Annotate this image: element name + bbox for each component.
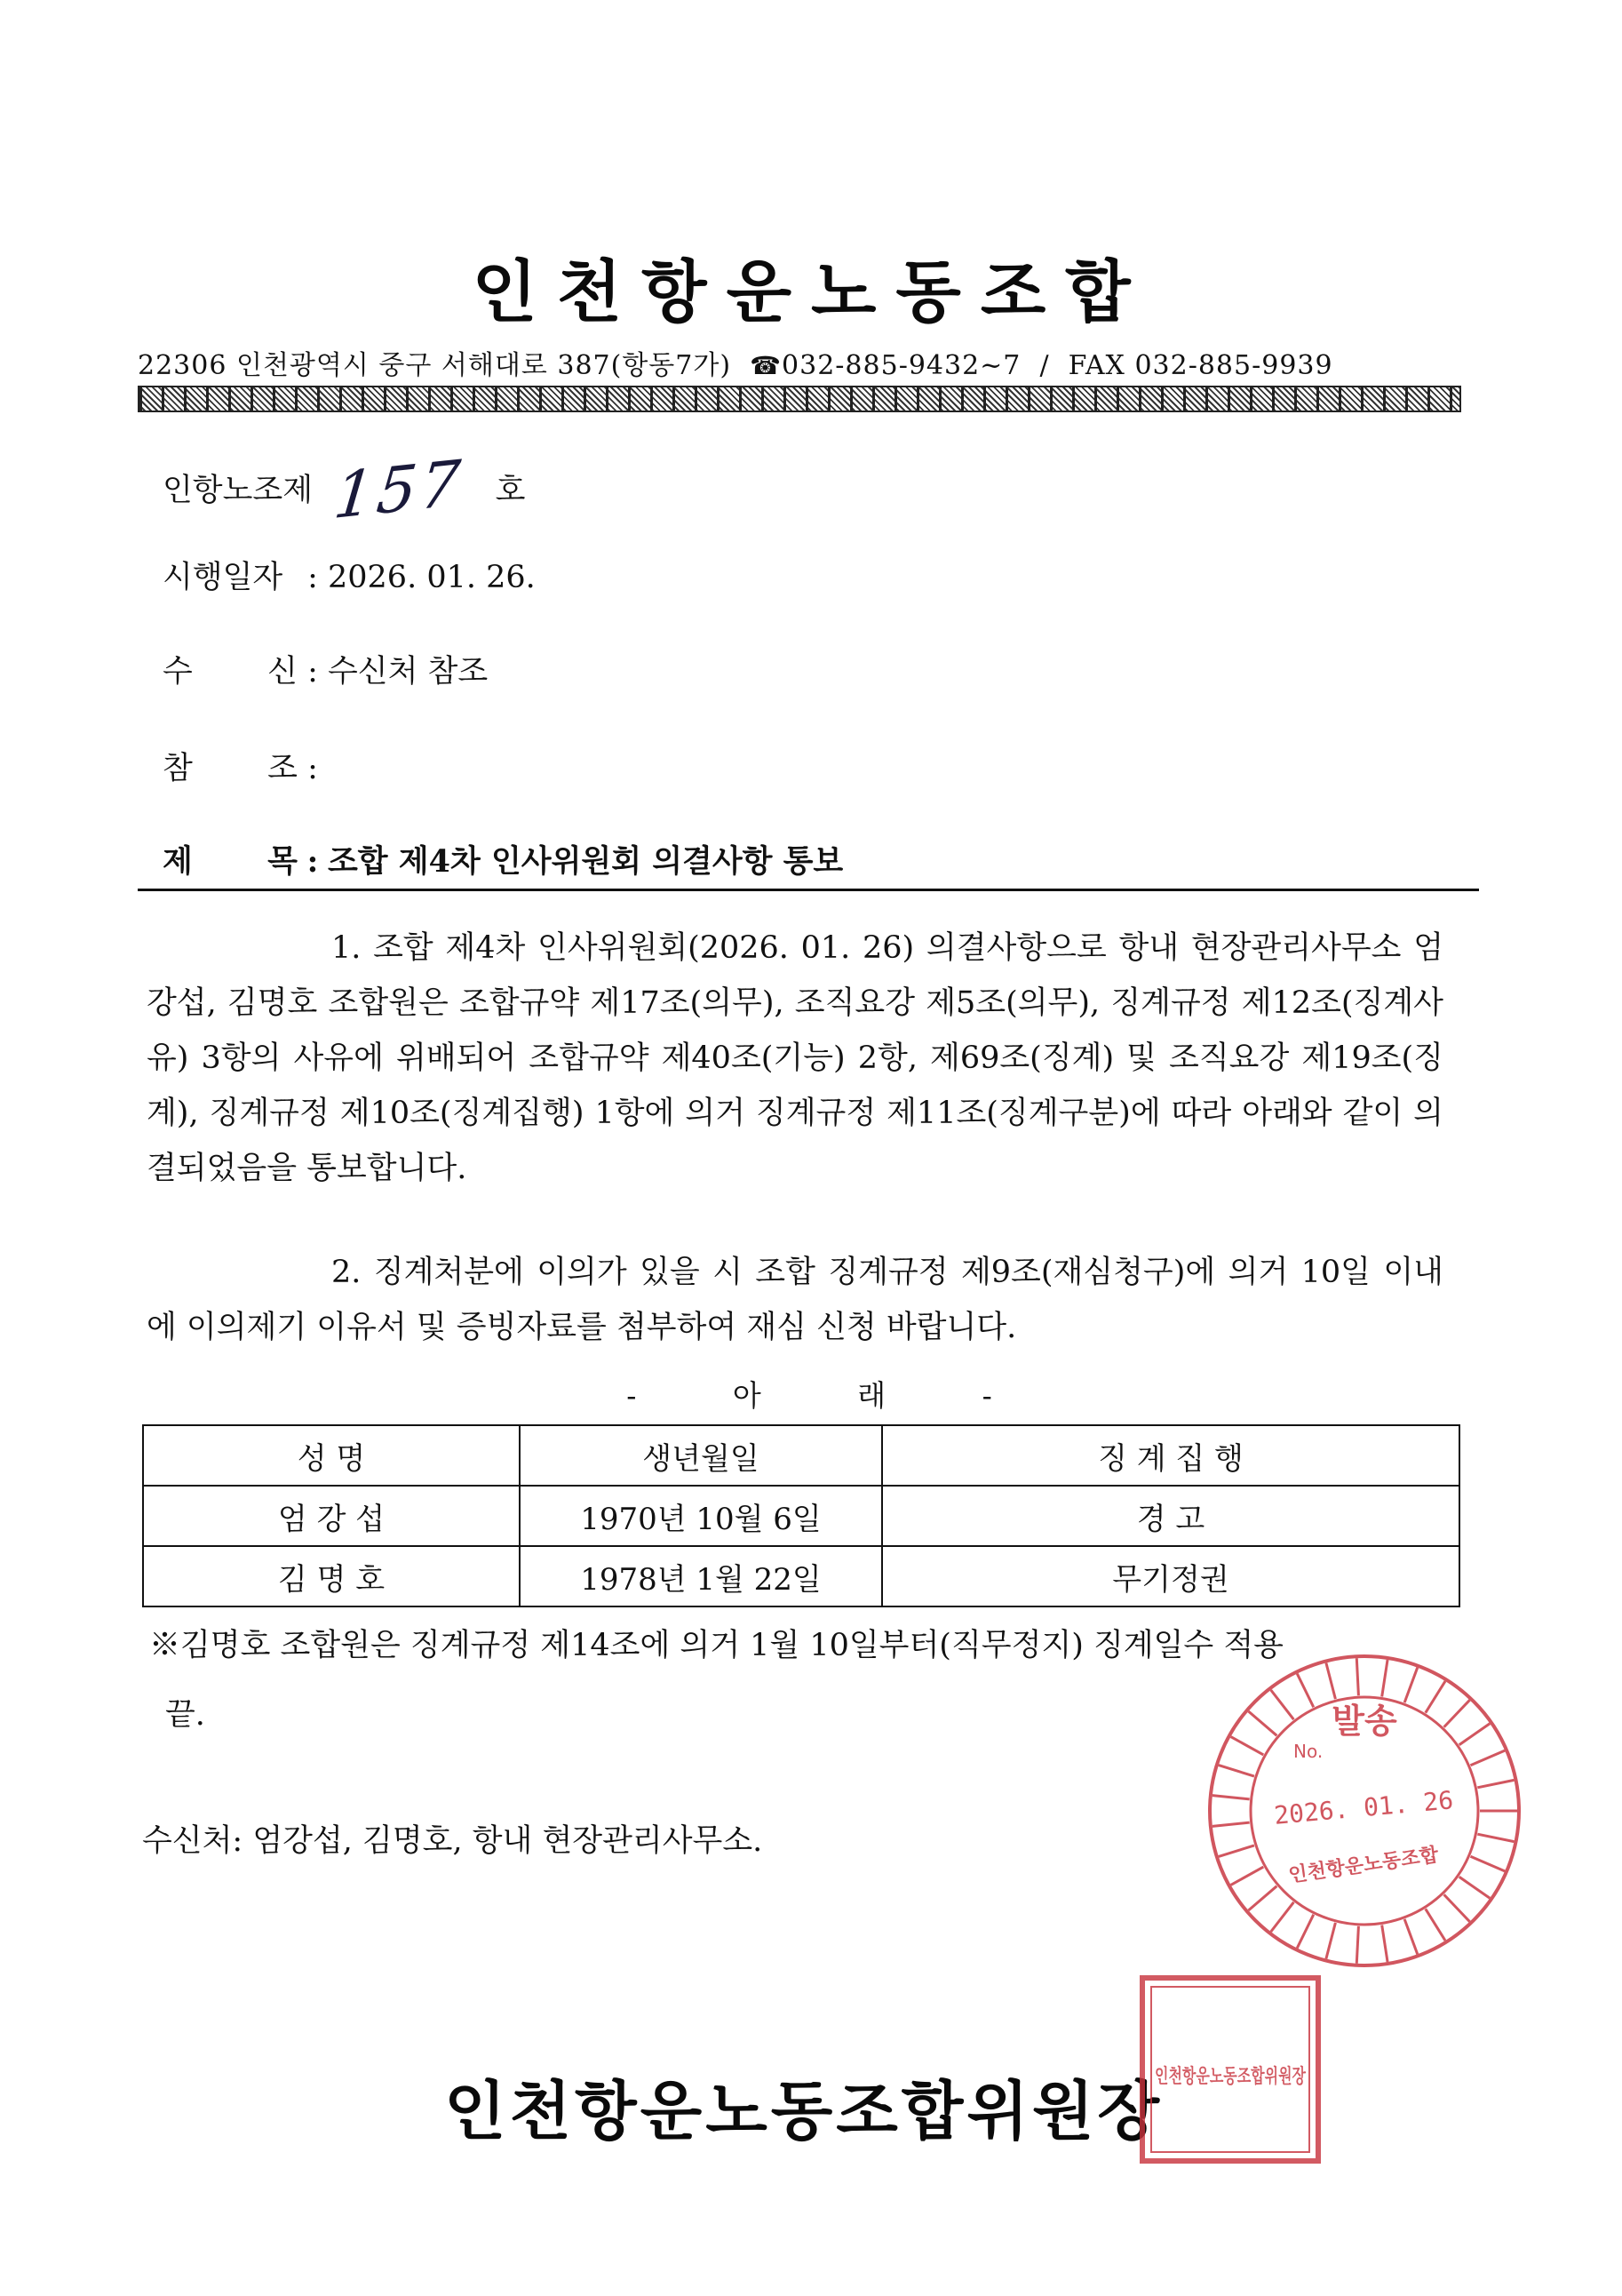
table-cell: 무기정권 — [882, 1546, 1459, 1606]
org-title: 인천항운노동조합 — [472, 252, 1150, 331]
recipient-value: 수신처 참조 — [328, 654, 489, 690]
table-header: 생년월일 — [520, 1425, 882, 1486]
stamp-tick — [1426, 1681, 1445, 1713]
stamp-no-label: No. — [1293, 1741, 1324, 1762]
stamp-tick — [1231, 1737, 1264, 1755]
stamp-tick — [1382, 1660, 1387, 1697]
stamp-tick — [1356, 1926, 1358, 1964]
body-paragraph-2: 2. 징계처분에 이의가 있을 시 조합 징계규정 제9조(재심청구)에 의거 10일 이내에 이의제기 이유서 및 증빙자료를 첨부하여 재심 신청 바랍니다. — [147, 1255, 1443, 1345]
stamp-tick — [1477, 1834, 1514, 1841]
issue-date-label: 시행일자 — [163, 560, 283, 595]
subject-divider — [138, 889, 1479, 891]
colon: : — [306, 843, 319, 880]
stamp-tick — [1470, 1750, 1505, 1766]
stamp-tick — [1213, 1796, 1250, 1799]
issue-date-value: 2026. 01. 26. — [328, 560, 536, 595]
address-line — [138, 343, 1461, 382]
handwritten-number: 157 — [330, 445, 467, 534]
table-header: 징 계 집 행 — [882, 1425, 1459, 1486]
official-seal — [1139, 1974, 1322, 2164]
stamp-tick — [1231, 1867, 1264, 1885]
stamp-tick — [1297, 1915, 1313, 1949]
reference-label: 참 조 — [163, 751, 298, 786]
phone-number: 032-885-9432~7 — [782, 350, 1022, 381]
stamp-tick — [1248, 1711, 1276, 1735]
stamp-tick — [1271, 1902, 1294, 1932]
subject-label: 제 목 — [163, 843, 298, 880]
stamp-tick — [1470, 1856, 1505, 1871]
recipients-list: 수신처: 엄강섭, 김명호, 항내 현장관리사무소. — [142, 1823, 763, 1859]
table-cell: 김 명 호 — [143, 1546, 520, 1606]
seal-text: 인천항운노동조합위원장 — [1155, 2065, 1307, 2088]
doc-number-suffix: 호 — [495, 473, 526, 508]
below-marker: - 아 래 - — [626, 1378, 996, 1413]
colon: : — [307, 751, 318, 786]
stamp-tick — [1444, 1700, 1470, 1726]
stamp-tick — [1404, 1919, 1418, 1954]
stamp-tick — [1477, 1780, 1514, 1787]
fax-number: FAX 032-885-9939 — [1068, 350, 1333, 381]
body-paragraph-1: 1. 조합 제4차 인사위원회(2026. 01. 26) 의결사항으로 항내 현장관리사무소 엄강섭, 김명호 조합원은 조합규약 제17조(의무), 조직요강 제5조(의무), 징계규정 제12조(징계사유) 3항의 사유에 위배되어 조합규약 제40조(기능) 2항, 제69조(징계) 및 조직요강 제19조(징계), 징계규정 제10조(징계집행) 1항에 의거 징계규정 제11조(징계구분)에 따라 아래와 같이 의결되었음을 통보합니다. — [147, 930, 1443, 1186]
table-row — [143, 1486, 1459, 1546]
stamp-tick — [1248, 1886, 1276, 1910]
recipient-label: 수 신 — [163, 654, 298, 690]
signature-title: 인천항운노동조합위원장 — [444, 2074, 1164, 2149]
end-mark: 끝. — [165, 1697, 205, 1733]
phone-icon: ☎ — [750, 351, 783, 380]
dispatch-stamp — [1205, 1651, 1524, 1971]
subject-value: 조합 제4차 인사위원회 의결사항 통보 — [328, 843, 844, 880]
recipient-row — [163, 647, 488, 691]
stamp-tick — [1219, 1846, 1254, 1857]
footnote: ※김명호 조합원은 징계규정 제14조에 의거 1월 10일부터(직무정지) 징계일수 적용 — [149, 1628, 1284, 1663]
stamp-tick — [1213, 1822, 1250, 1826]
table-header-row — [143, 1425, 1459, 1486]
table-cell: 경 고 — [882, 1486, 1459, 1546]
table-row — [143, 1546, 1459, 1606]
stamp-tick — [1382, 1925, 1387, 1963]
stamp-dispatch-title: 발송 — [1332, 1702, 1397, 1741]
subject-row — [163, 837, 843, 881]
doc-number-prefix: 인항노조제 — [163, 473, 314, 508]
table-cell: 1970년 10월 6일 — [520, 1486, 882, 1546]
stamp-tick — [1271, 1690, 1294, 1719]
table-cell: 엄 강 섭 — [143, 1486, 520, 1546]
table-header: 성 명 — [143, 1425, 520, 1486]
colon: : — [307, 560, 318, 595]
stamp-tick — [1426, 1909, 1445, 1941]
stamp-tick — [1326, 1662, 1336, 1699]
discipline-table — [142, 1424, 1460, 1607]
colon: : — [307, 654, 318, 690]
stamp-tick — [1459, 1724, 1490, 1745]
stamp-tick — [1219, 1766, 1254, 1777]
document-number — [163, 445, 526, 534]
stamp-org: 인천항운노동조합 — [1287, 1844, 1441, 1887]
stamp-date: 2026. 01. 26 — [1272, 1785, 1455, 1830]
separator: / — [1039, 350, 1050, 381]
stamp-tick — [1404, 1668, 1418, 1702]
stamp-tick — [1459, 1877, 1490, 1898]
issue-date-row — [163, 553, 536, 597]
stamp-tick — [1297, 1674, 1313, 1708]
stamp-tick — [1326, 1923, 1336, 1959]
table-cell: 1978년 1월 22일 — [520, 1546, 882, 1606]
reference-row — [163, 744, 328, 788]
stamp-tick — [1444, 1894, 1470, 1921]
stamp-tick — [1356, 1658, 1358, 1695]
address-text: 22306 인천광역시 중구 서해대로 387(항동7가) — [138, 350, 732, 381]
decorative-pattern-bar — [138, 386, 1461, 412]
